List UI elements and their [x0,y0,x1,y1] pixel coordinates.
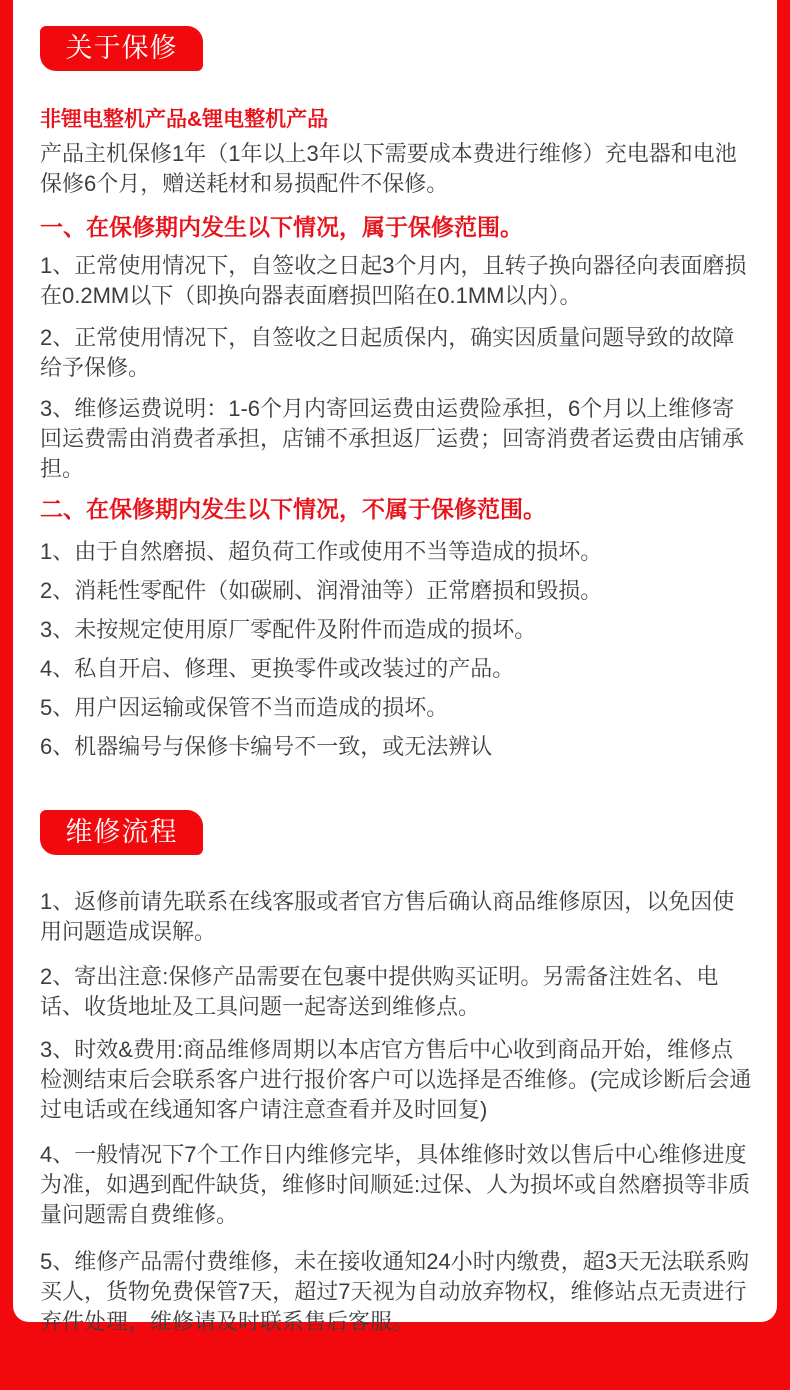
repair-step-3: 3、时效&费用:商品维修周期以本店官方售后中心收到商品开始，维修点检测结束后会联系客户进行报价客户可以选择是否维修。(完成诊断后会通过电话或在线通知客户请注意查看并及时回复) [40,1037,752,1122]
not-covered-item-4: 4、私自开启、修理、更换零件或改装过的产品。 [40,656,515,681]
covered-item-3: 3、维修运费说明：1-6个月内寄回运费由运费险承担，6个月以上维修寄回运费需由消费者承担，店铺不承担返厂运费；回寄消费者运费由店铺承担。 [40,396,745,481]
content-card [13,0,777,1334]
not-covered-item-3: 3、未按规定使用原厂零配件及附件而造成的损坏。 [40,617,537,642]
repair-step-4: 4、一般情况下7个工作日内维修完毕，具体维修时效以售后中心维修进度为准，如遇到配件缺货，维修时间顺延:过保、人为损坏或自然磨损等非质量问题需自费维修。 [40,1142,751,1227]
warranty-intro-text: 产品主机保修1年（1年以上3年以下需要成本费进行维修）充电器和电池保修6个月，赠送耗材和易损配件不保修。 [40,141,737,196]
covered-item-1: 1、正常使用情况下，自签收之日起3个月内，且转子换向器径向表面磨损在0.2MM以下（即换向器表面磨损凹陷在0.1MM以内）。 [40,253,747,308]
repair-step-1: 1、返修前请先联系在线客服或者官方售后确认商品维修原因，以免因使用问题造成误解。 [40,889,735,944]
not-covered-heading: 二、在保修期内发生以下情况，不属于保修范围。 [40,496,546,522]
repair-step-2: 2、寄出注意:保修产品需要在包裹中提供购买证明。另需备注姓名、电话、收货地址及工具问题一起寄送到维修点。 [40,964,719,1019]
not-covered-item-1: 1、由于自然磨损、超负荷工作或使用不当等造成的损坏。 [40,539,603,564]
not-covered-item-6: 6、机器编号与保修卡编号不一致，或无法辨认 [40,734,493,759]
warranty-section-badge: 关于保修 [40,26,203,71]
covered-item-2: 2、正常使用情况下，自签收之日起质保内，确实因质量问题导致的故障给予保修。 [40,325,735,380]
repair-section-badge: 维修流程 [40,810,203,855]
not-covered-item-5: 5、用户因运输或保管不当而造成的损坏。 [40,695,449,720]
product-line-title: 非锂电整机产品&锂电整机产品 [40,108,329,131]
repair-step-5: 5、维修产品需付费维修，未在接收通知24小时内缴费，超3天无法联系购买人，货物免费保管7天，超过7天视为自动放弃物权，维修站点无责进行弃件处理，维修请及时联系售后客服。 [40,1249,749,1334]
covered-heading: 一、在保修期内发生以下情况，属于保修范围。 [40,214,523,240]
not-covered-item-2: 2、消耗性零配件（如碳刷、润滑油等）正常磨损和毁损。 [40,578,603,603]
